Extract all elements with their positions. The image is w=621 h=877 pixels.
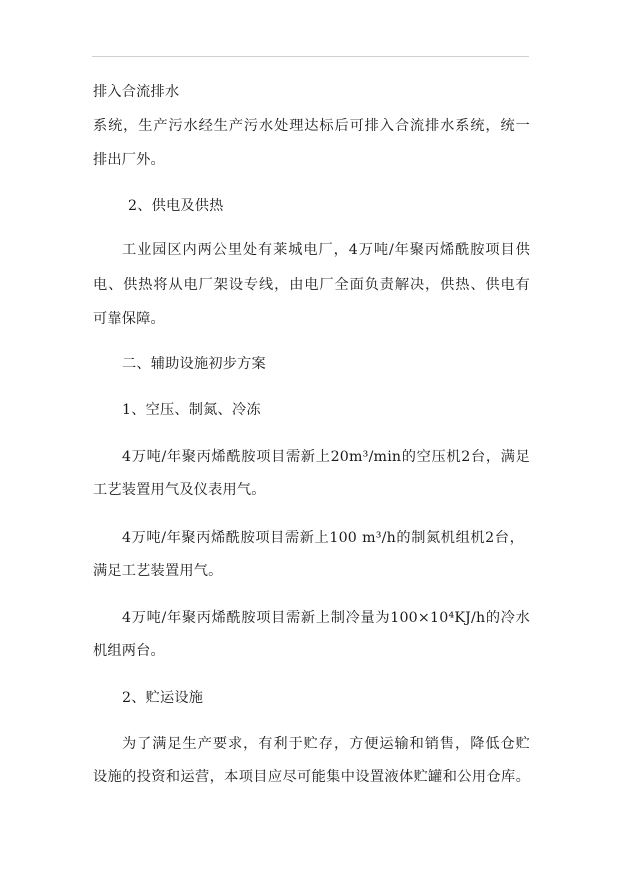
text-line: 4万吨/年聚丙烯酰胺项目需新上20m³/min的空压机2台，满足 (122, 449, 530, 465)
text-line: 排入合流排水 (93, 84, 180, 100)
text-line: 排出厂外。 (93, 152, 165, 168)
section-heading: 1、空压、制氮、冷冻 (122, 402, 261, 418)
text-line: 4万吨/年聚丙烯酰胺项目需新上100 m³/h的制氮机组机2台， (122, 530, 524, 546)
text-line: 工艺装置用气及仪表用气。 (93, 482, 266, 498)
text-line: 工业园区内两公里处有莱城电厂，4万吨/年聚丙烯酰胺项目供 (122, 242, 530, 258)
text-line: 4万吨/年聚丙烯酰胺项目需新上制冷量为100×10⁴KJ/h的冷水 (122, 610, 530, 626)
text-line: 可靠保障。 (93, 311, 165, 327)
header-rule (92, 56, 529, 57)
text-line: 设施的投资和运营，本项目应尽可能集中设置液体贮罐和公用仓库。 (93, 769, 530, 785)
text-line: 为了满足生产要求，有利于贮存，方便运输和销售，降低仓贮 (122, 736, 530, 752)
section-heading: 2、贮运设施 (122, 690, 204, 706)
section-heading: 2、供电及供热 (128, 198, 224, 214)
text-line: 机组两台。 (93, 643, 165, 659)
text-line: 电、供热将从电厂架设专线，由电厂全面负责解决，供热、供电有 (93, 277, 530, 293)
text-line: 系统，生产污水经生产污水处理达标后可排入合流排水系统，统一 (93, 118, 530, 134)
section-heading: 二、辅助设施初步方案 (122, 356, 266, 372)
text-line: 满足工艺装置用气。 (93, 563, 223, 579)
